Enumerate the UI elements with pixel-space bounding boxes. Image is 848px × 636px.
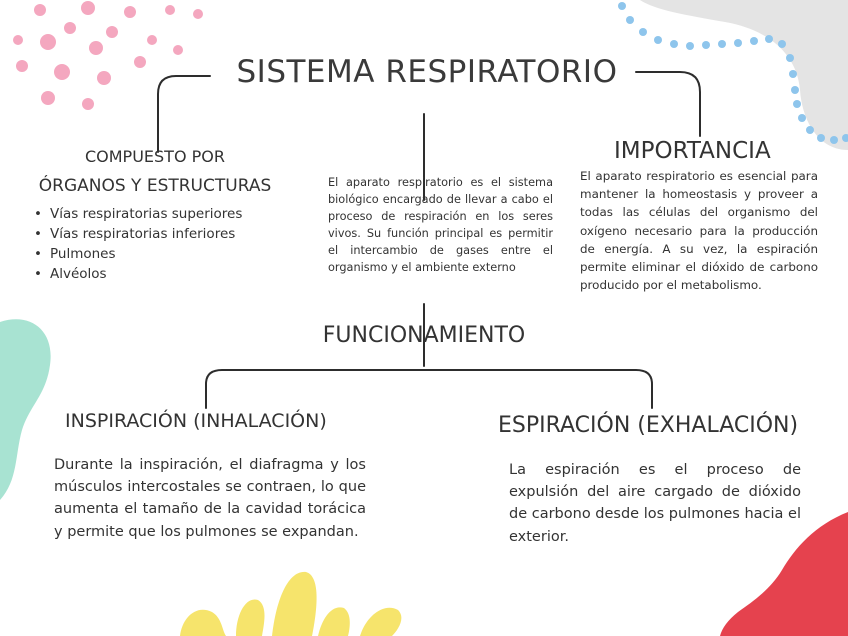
decor-dot — [40, 34, 56, 50]
main-title: SISTEMA RESPIRATORIO — [236, 54, 618, 90]
definition-text: El aparato respiratorio es el sistema biológico encargado de llevar a cabo el proceso de respiración en los seres vivos. Su función principal es permitir el intercambio de gases entre el organismo y el ambiente externo — [328, 176, 553, 274]
decor-dot — [97, 71, 111, 85]
decor-dot — [106, 26, 118, 38]
mint-blob — [0, 319, 51, 500]
decor-dot — [702, 41, 710, 49]
decor-dot — [124, 6, 136, 18]
decor-dot — [793, 100, 801, 108]
decor-dot — [16, 60, 28, 72]
decor-dot — [686, 42, 694, 50]
decor-dot — [654, 36, 662, 44]
decor-dot — [13, 35, 23, 45]
decor-dot — [789, 70, 797, 78]
decor-dot — [165, 5, 175, 15]
list-item: • Vías respiratorias superiores — [34, 204, 242, 224]
decor-dot — [147, 35, 157, 45]
decor-dot — [670, 40, 678, 48]
decor-dot — [81, 1, 95, 15]
composition-heading-line1: COMPUESTO POR — [84, 147, 225, 166]
decor-dot — [750, 37, 758, 45]
decor-dot — [34, 4, 46, 16]
decor-dot — [791, 86, 799, 94]
list-item: • Vías respiratorias inferiores — [34, 224, 242, 244]
decor-dot — [765, 35, 773, 43]
decor-dot — [89, 41, 103, 55]
decor-dot — [64, 22, 76, 34]
list-item: • Alvéolos — [34, 264, 242, 284]
decor-dot — [817, 134, 825, 142]
expiration-heading: ESPIRACIÓN (EXHALACIÓN) — [498, 413, 799, 438]
gray-blob — [640, 0, 848, 150]
decor-dot — [786, 54, 794, 62]
decor-dot — [618, 2, 626, 10]
decor-dot — [734, 39, 742, 47]
inspiration-heading: INSPIRACIÓN (INHALACIÓN) — [65, 410, 327, 432]
functioning-heading: FUNCIONAMIENTO — [322, 323, 526, 348]
pink-dots — [13, 1, 203, 110]
decor-dot — [41, 91, 55, 105]
decor-dot — [82, 98, 94, 110]
importance-heading: IMPORTANCIA — [614, 138, 771, 164]
decor-dot — [173, 45, 183, 55]
decor-dot — [778, 40, 786, 48]
decor-dot — [798, 114, 806, 122]
decor-dot — [806, 126, 814, 134]
decor-dot — [830, 136, 838, 144]
decor-dot — [639, 28, 647, 36]
expiration-text: La espiración es el proceso de expulsión del aire cargado de dióxido de carbono desde los pulmones hacia el exterior. — [509, 462, 801, 545]
decor-dot — [134, 56, 146, 68]
decor-dot — [54, 64, 70, 80]
decor-dot — [626, 16, 634, 24]
composition-list — [34, 204, 242, 284]
importance-text: El aparato respiratorio es esencial para mantener la homeostasis y proveer a todas las células del organismo del oxígeno necesario para la producción de energía. A su vez, la espiración permite eliminar el dióxido de carbono producido por el metabolismo. — [580, 169, 818, 293]
inspiration-text: Durante la inspiración, el diafragma y los músculos intercostales se contraen, lo que aumenta el tamaño de la cavidad torácica y permite que los pulmones se expandan. — [54, 457, 366, 540]
composition-heading-line2: ÓRGANOS Y ESTRUCTURAS — [38, 176, 272, 196]
yellow-splash — [180, 572, 401, 636]
decor-dot — [718, 40, 726, 48]
list-item: • Pulmones — [34, 244, 242, 264]
decor-dot — [193, 9, 203, 19]
